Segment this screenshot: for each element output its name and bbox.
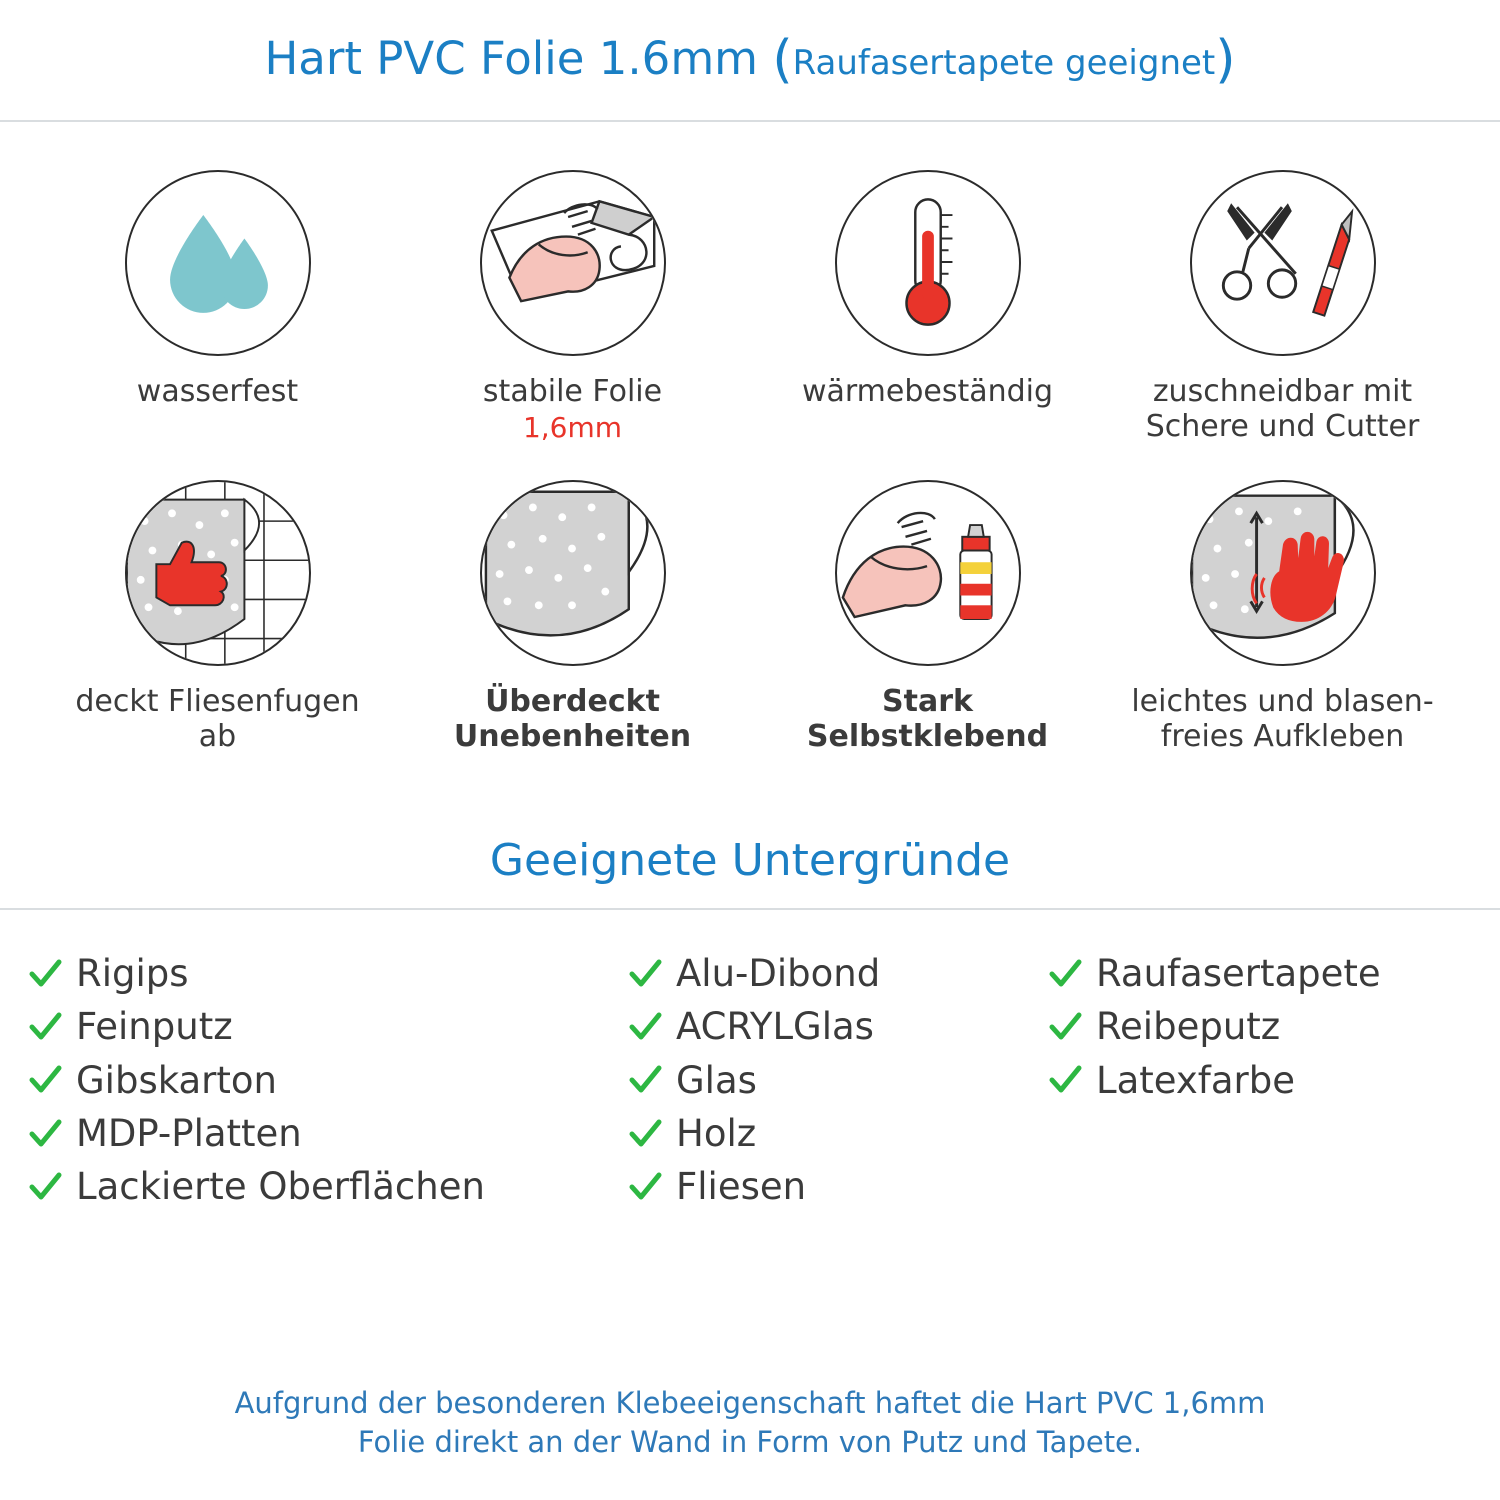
feature-label	[763, 684, 1093, 755]
feature-icon-circle	[835, 170, 1021, 356]
check-icon	[28, 1010, 62, 1044]
arm-glue-icon	[837, 482, 1019, 664]
feature-icon-circle	[1190, 480, 1376, 666]
list-item-label: Latexfarbe	[1096, 1058, 1295, 1102]
paren-close: )	[1215, 30, 1236, 90]
feature-icon-circle	[480, 170, 666, 356]
list-item-label: Feinputz	[76, 1005, 233, 1049]
feature-item	[750, 480, 1105, 800]
feature-item	[40, 170, 395, 480]
check-icon	[1048, 957, 1082, 991]
section-title: Geeignete Untergründe	[489, 834, 1011, 886]
feature-label	[408, 684, 738, 755]
water-drops-icon	[127, 172, 309, 354]
feature-item	[395, 480, 750, 800]
checklist-column-1	[28, 950, 628, 1211]
check-icon	[1048, 1063, 1082, 1097]
list-item	[1048, 950, 1500, 997]
list-item	[1048, 1057, 1500, 1104]
check-icon	[28, 1117, 62, 1151]
feature-label	[1118, 684, 1448, 755]
list-item	[28, 1163, 628, 1210]
list-item-label: Reibeputz	[1096, 1005, 1281, 1049]
list-item	[28, 1057, 628, 1104]
feature-label-text: Überdeckt Unebenheiten	[453, 684, 692, 755]
feature-icon-circle	[125, 480, 311, 666]
check-icon	[628, 1117, 662, 1151]
thumbs-up-tiles-icon	[127, 482, 309, 664]
check-icon	[628, 1170, 662, 1204]
list-item-label: MDP-Platten	[76, 1112, 302, 1156]
feature-icon-circle	[835, 480, 1021, 666]
feature-label-text: deckt Fliesenfugen ab	[75, 684, 360, 755]
list-item	[1048, 1003, 1500, 1050]
list-item	[28, 1110, 628, 1157]
list-item	[628, 1163, 1048, 1210]
check-icon	[1048, 1010, 1082, 1044]
list-item	[28, 950, 628, 997]
check-icon	[28, 1063, 62, 1097]
check-icon	[28, 957, 62, 991]
check-icon	[628, 1063, 662, 1097]
feature-label	[483, 374, 662, 444]
feature-item	[750, 170, 1105, 480]
footer-note	[0, 1384, 1500, 1462]
list-item-label: Glas	[676, 1058, 757, 1102]
page-title	[264, 30, 1235, 90]
peeling-sheet-icon	[482, 482, 664, 664]
feature-label-text: zuschneidbar mit Schere und Cutter	[1145, 374, 1420, 445]
feature-label-text: Stark Selbstklebend	[806, 684, 1049, 755]
hand-smoothing-icon	[1192, 482, 1374, 664]
list-item-label: Alu-Dibond	[676, 952, 881, 995]
feature-label-text: stabile Folie	[482, 374, 663, 409]
feature-label-text: wasserfest	[136, 374, 299, 409]
feature-label	[1118, 374, 1448, 445]
list-item-label: Raufasertapete	[1096, 952, 1381, 995]
feature-grid	[0, 122, 1500, 800]
footer-note-line2: Folie direkt an der Wand in Form von Putz und Tapete.	[357, 1424, 1143, 1459]
checklist-column-3	[1048, 950, 1500, 1211]
paren-open: (	[772, 30, 793, 90]
feature-label-text: leichtes und blasen- freies Aufkleben	[1131, 684, 1434, 755]
feature-item	[1105, 480, 1460, 800]
scissors-cutter-icon	[1192, 172, 1374, 354]
feature-label	[137, 374, 298, 409]
check-icon	[628, 1010, 662, 1044]
list-item-label: Fliesen	[676, 1165, 807, 1209]
feature-icon-circle	[480, 480, 666, 666]
feature-label	[802, 374, 1053, 409]
feature-item	[1105, 170, 1460, 480]
list-item-label: Lackierte Oberflächen	[76, 1165, 485, 1209]
strong-film-arm-icon	[482, 172, 664, 354]
list-item	[628, 950, 1048, 997]
list-item	[28, 1003, 628, 1050]
list-item-label: ACRYLGlas	[676, 1005, 874, 1049]
list-item	[628, 1057, 1048, 1104]
feature-item	[395, 170, 750, 480]
feature-label	[53, 684, 383, 755]
list-item	[628, 1003, 1048, 1050]
list-item-label: Rigips	[76, 952, 189, 995]
list-item	[628, 1110, 1048, 1157]
check-icon	[628, 957, 662, 991]
feature-sub-text: 1,6mm	[522, 411, 623, 445]
thermometer-icon	[837, 172, 1019, 354]
feature-label-text: wärmebeständig	[801, 374, 1054, 409]
checklist-column-2	[628, 950, 1048, 1211]
feature-item	[40, 480, 395, 800]
page-title-sub: Raufasertapete geeignet	[792, 43, 1216, 83]
feature-icon-circle	[125, 170, 311, 356]
list-item-label: Gibskarton	[76, 1058, 277, 1102]
page-title-main: Hart PVC Folie 1.6mm	[264, 32, 758, 85]
substrate-checklist	[0, 910, 1500, 1211]
page-header	[0, 0, 1500, 122]
section-header	[0, 812, 1500, 910]
check-icon	[28, 1170, 62, 1204]
list-item-label: Holz	[676, 1112, 757, 1156]
feature-icon-circle	[1190, 170, 1376, 356]
footer-note-line1: Aufgrund der besonderen Klebeeigenschaft haftet die Hart PVC 1,6mm	[234, 1385, 1266, 1420]
